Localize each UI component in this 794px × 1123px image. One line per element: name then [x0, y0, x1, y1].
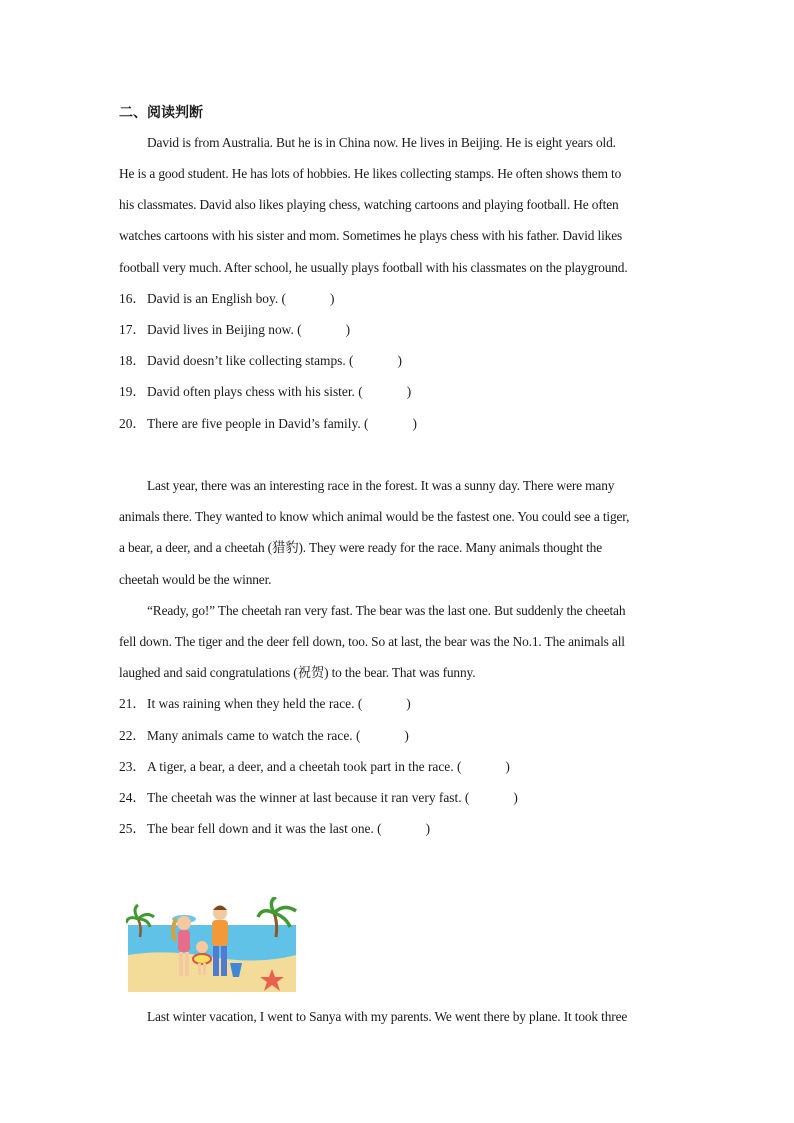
passage2-line: laughed and said congratulations (祝贺) to the bear. That was funny.	[119, 665, 476, 680]
question-text: David often plays chess with his sister. (	[147, 384, 363, 399]
close-paren: )	[505, 759, 510, 774]
question-number: 18．	[119, 353, 146, 368]
passage3-line: Last winter vacation, I went to Sanya with my parents. We went there by plane. It took three	[147, 1009, 628, 1024]
passage2-line: animals there. They wanted to know which animal would be the fastest one. You could see a tiger,	[119, 509, 630, 524]
close-paren: )	[406, 696, 411, 711]
question-number: 22．	[119, 728, 146, 743]
question-text: David is an English boy. (	[147, 291, 286, 306]
question-text: There are five people in David’s family. (	[147, 416, 369, 431]
question-number: 16．	[119, 291, 146, 306]
passage1-line: football very much. After school, he usually plays football with his classmates on the playground.	[119, 260, 628, 275]
question-text: A tiger, a bear, a deer, and a cheetah took part in the race. (	[147, 759, 462, 774]
close-paren: )	[345, 322, 351, 337]
question-number: 24．	[119, 790, 146, 805]
question-22	[119, 727, 409, 745]
close-paren: )	[329, 291, 335, 306]
close-paren: )	[406, 384, 412, 399]
passage1-line: David is from Australia. But he is in China now. He lives in Beijing. He is eight years old.	[147, 135, 616, 150]
question-number: 19．	[119, 384, 146, 399]
question-text: The bear fell down and it was the last one. (	[147, 821, 382, 836]
passage2-line: Last year, there was an interesting race in the forest. It was a sunny day. There were many	[147, 478, 615, 493]
close-paren: )	[404, 728, 409, 743]
passage1-line: He is a good student. He has lots of hobbies. He likes collecting stamps. He often shows them to	[119, 166, 622, 181]
question-text: David lives in Beijing now. (	[147, 322, 302, 337]
question-number: 20．	[119, 416, 146, 431]
close-paren: )	[513, 790, 518, 805]
passage2-line: fell down. The tiger and the deer fell down, too. So at last, the bear was the No.1. The animals all	[119, 634, 625, 649]
passage2-line: “Ready, go!” The cheetah ran very fast. The bear was the last one. But suddenly the cheetah	[147, 603, 626, 618]
question-number: 17．	[119, 322, 146, 337]
question-text: It was raining when they held the race. (	[147, 696, 363, 711]
question-16	[119, 290, 334, 308]
question-18	[119, 352, 402, 370]
question-25	[119, 820, 430, 838]
passage2-line: cheetah would be the winner.	[119, 572, 272, 587]
question-24	[119, 789, 518, 807]
question-number: 25．	[119, 821, 146, 836]
question-text: David doesn’t like collecting stamps. (	[147, 353, 354, 368]
question-number: 21．	[119, 696, 146, 711]
question-23	[119, 758, 510, 776]
question-17	[119, 321, 350, 339]
close-paren: )	[412, 416, 417, 431]
question-text: The cheetah was the winner at last because it ran very fast. (	[147, 790, 470, 805]
question-19	[119, 383, 411, 401]
passage2-line: a bear, a deer, and a cheetah (猎豹). They were ready for the race. Many animals thought the	[119, 540, 603, 555]
passage1-line: watches cartoons with his sister and mom. Sometimes he plays chess with his father. David likes	[119, 228, 623, 243]
close-paren: )	[425, 821, 431, 836]
section-title: 二、阅读判断	[119, 105, 203, 121]
beach-family-illustration	[126, 897, 298, 994]
question-text: Many animals came to watch the race. (	[147, 728, 361, 743]
close-paren: )	[397, 353, 402, 368]
question-20	[119, 415, 417, 433]
question-number: 23．	[119, 759, 146, 774]
passage1-line: his classmates. David also likes playing chess, watching cartoons and playing football. He often	[119, 197, 619, 212]
question-21	[119, 695, 411, 713]
